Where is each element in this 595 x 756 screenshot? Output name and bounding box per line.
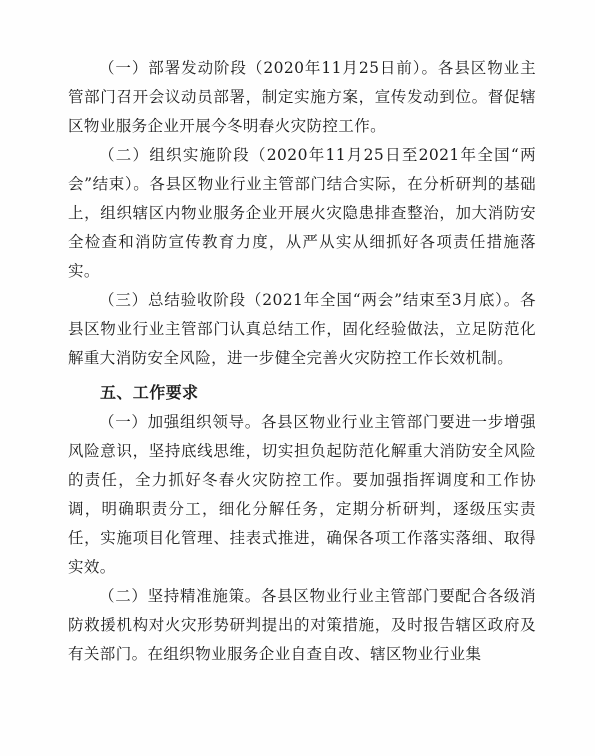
section-heading-work-requirements: 五、工作要求 — [100, 383, 199, 402]
paragraph-deployment-stage: （一）部署发动阶段（2020年11月25日前）。各县区物业主管部门召开会议动员部署，制定实施方案，宣传发动到位。督促辖区物业服务企业开展今冬明春火灾防控工作。 — [68, 59, 536, 135]
paragraph-strengthen-leadership: （一）加强组织领导。各县区物业行业主管部门要进一步增强风险意识，坚持底线思维，切实担负起防范化解重大消防安全风险的责任，全力抓好冬春火灾防控工作。要加强指挥调度和工作协调，明确职责分工，细化分解任务，定期分析研判，逐级压实责任，实施项目化管理、挂表式推进，确保各项工作落实落细、取得实效。 — [68, 413, 536, 576]
paragraph-precise-measures: （二）坚持精准施策。各县区物业行业主管部门要配合各级消防救援机构对火灾形势研判提出的对策措施，及时报告辖区政府及有关部门。在组织物业服务企业自查自改、辖区物业行业集 — [68, 587, 536, 663]
paragraph-summary-stage: （三）总结验收阶段（2021年全国“两会”结束至3月底）。各县区物业行业主管部门认真总结工作，固化经验做法，立足防范化解重大消防安全风险，进一步健全完善火灾防控工作长效机制。 — [68, 291, 536, 367]
document-body — [68, 54, 536, 669]
paragraph-implementation-stage: （二）组织实施阶段（2020年11月25日至2021年全国“两会”结束）。各县区物业行业主管部门结合实际，在分析研判的基础上，组织辖区内物业服务企业开展火灾隐患排查整治，加大消防安全检查和消防宣传教育力度，从严从实从细抓好各项责任措施落实。 — [68, 146, 536, 280]
